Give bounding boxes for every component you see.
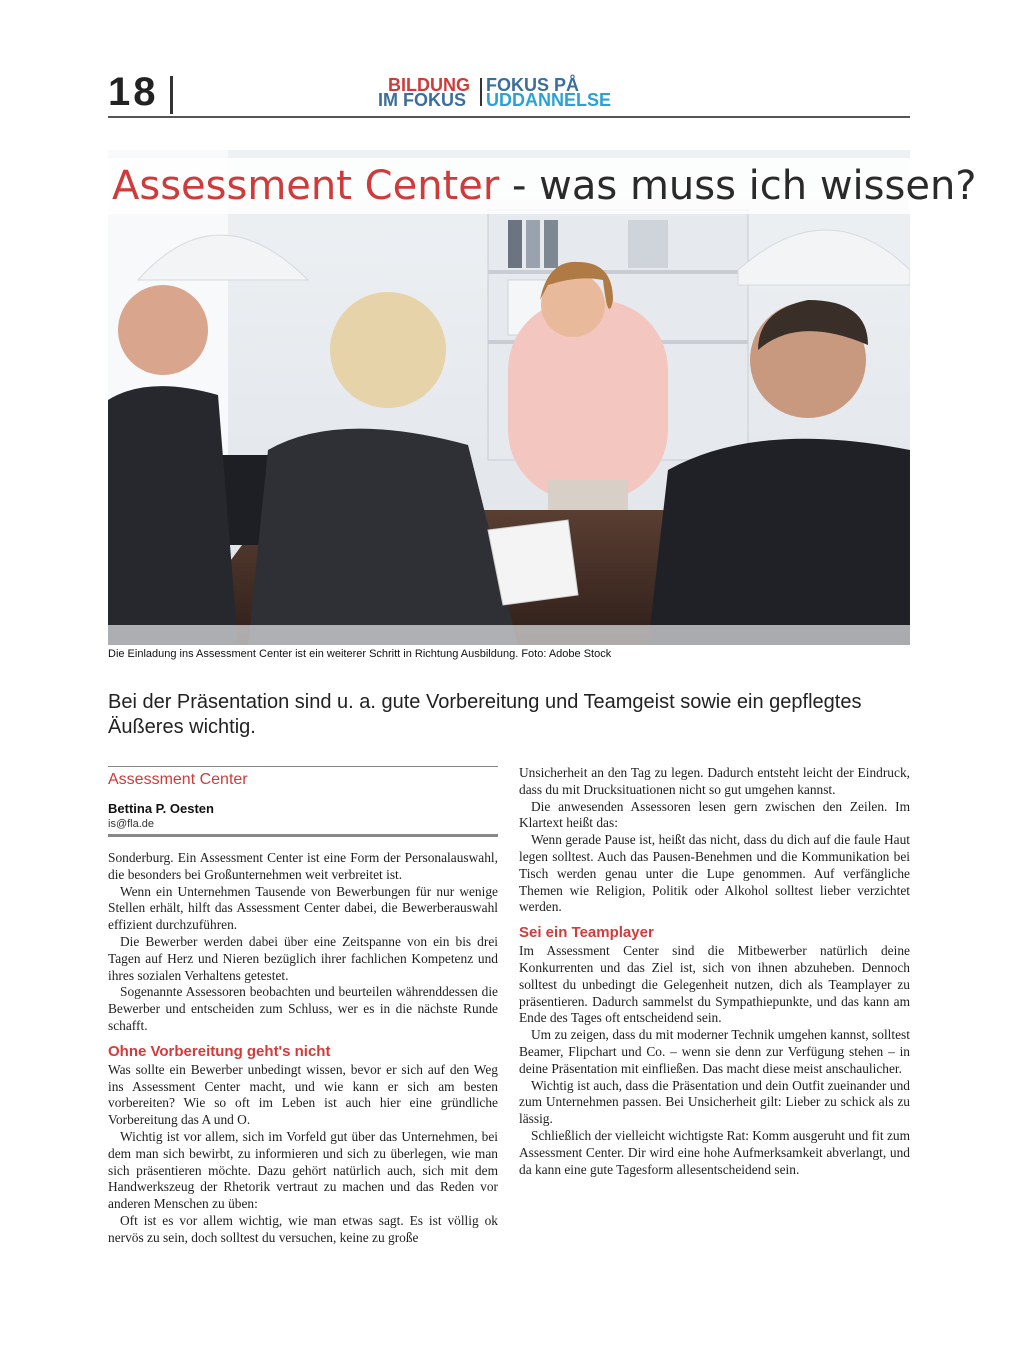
headline-banner bbox=[108, 158, 977, 214]
headline-red-part: Assessment Center bbox=[112, 163, 500, 209]
subheading: Ohne Vorbereitung geht's nicht bbox=[108, 1042, 331, 1060]
teaser: Bei der Präsentation sind u. a. gute Vorbereitung und Teamgeist sowie ein gepflegtes Äußeres wichtig. bbox=[108, 691, 862, 738]
article-kicker: Assessment Center bbox=[108, 771, 248, 788]
photo-caption: Die Einladung ins Assessment Center ist ein weiterer Schritt in Richtung Ausbildung. Foto: Adobe Stock bbox=[108, 648, 612, 660]
paragraph: Wichtig ist vor allem, sich im Vorfeld gut über das Unternehmen, bei dem man sich bewirbt, zu informieren und sich zu überlegen, wie man sich präsentieren möchte. Dazu gehört natürlich auch, sich mit dem Handwerkszeug der Rhetorik vertraut zu machen und das Reden vor anderen Menschen zu üben: bbox=[108, 1128, 498, 1212]
logo-line2-danish: UDDANNELSE bbox=[486, 90, 612, 110]
article-column-right bbox=[519, 765, 910, 1178]
logo-line2-german: IM FOKUS bbox=[378, 90, 466, 110]
hero-photo bbox=[108, 150, 910, 645]
paragraph: Oft ist es vor allem wichtig, wie man etwas sagt. Es ist völlig ok nervös zu sein, doch solltest du versuchen, keine zu große bbox=[108, 1212, 498, 1245]
paragraph: Unsicherheit an den Tag zu legen. Dadurch entsteht leicht der Eindruck, dass du mit Drucksituationen nicht so gut umgehen kannst. bbox=[519, 765, 910, 797]
section-logo bbox=[378, 76, 668, 110]
author-name: Bettina P. Oesten bbox=[108, 801, 214, 816]
logo-separator bbox=[480, 78, 482, 106]
article-column-left bbox=[108, 850, 498, 1247]
paragraph: Im Assessment Center sind die Mitbewerber natürlich deine Konkurrenten und das Ziel ist, sich von ihnen abzuheben. Dennoch solltest du unbedingt die Gelegenheit nutzen, dich als Teamplayer zu präsentieren. Dadurch sammelst du Sympathiepunkte, und das kann am Ende des Tages oft entscheidend sein. bbox=[519, 943, 910, 1026]
paragraph: Schließlich der vielleicht wichtigste Rat: Komm ausgeruht und fit zum Assessment Center. Dir wird eine hohe Aufmerksamkeit abverlangt, und da kann eine gute Tagesform allesentscheidend sein. bbox=[519, 1127, 910, 1177]
headline bbox=[108, 158, 977, 214]
header-rule bbox=[108, 116, 910, 118]
headline-dark-part: - was muss ich wissen? bbox=[499, 163, 977, 209]
paragraph: Wenn gerade Pause ist, heißt das nicht, dass du dich auf die faule Haut legen solltest. Auch das Pausen-Benehmen und die Kommunikation bei Tisch werden genau unter die Lupe genommen. Auf verfängliche Themen wie Religion, Politik oder Alkohol solltest lieber verzichtet werden. bbox=[519, 832, 910, 915]
paragraph: Sogenannte Assessoren beobachten und beurteilen währenddessen die Bewerber und entscheiden zum Schluss, wer es in die nächste Runde schafft. bbox=[108, 984, 498, 1033]
paragraph: Wichtig ist auch, dass die Präsentation und dein Outfit zueinander und zum Unternehmen passen. Bei Unsicherheit gilt: Lieber zu schick als zu lässig. bbox=[519, 1077, 910, 1127]
page-number: 18 bbox=[108, 70, 159, 114]
logo-line1-danish: FOKUS PÅ bbox=[486, 75, 580, 95]
author-email: is@fla.de bbox=[108, 818, 155, 830]
page-number-divider bbox=[170, 76, 173, 114]
logo-line1-german: BILDUNG bbox=[388, 75, 470, 95]
paragraph: Die anwesenden Assessoren lesen gern zwischen den Zeilen. Im Klartext heißt das: bbox=[519, 798, 910, 831]
paragraph: Was sollte ein Bewerber unbedingt wissen, bevor er sich auf den Weg ins Assessment Center macht, und wie kann er sich am besten vorbereiten? Wie so oft im Leben ist auch hier eine gründliche Vorbereitung das A und O. bbox=[108, 1061, 498, 1128]
byline-rule-top bbox=[108, 766, 498, 767]
byline-rule-bottom bbox=[108, 834, 498, 837]
subheading: Sei ein Teamplayer bbox=[519, 924, 654, 942]
paragraph: Wenn ein Unternehmen Tausende von Bewerbungen für nur wenige Stellen erhält, hilft das Assessment Center dabei, die Bewerberauswahl effizient durchzuführen. bbox=[108, 883, 498, 933]
paragraph: Die Bewerber werden dabei über eine Zeitspanne von ein bis drei Tagen auf Herz und Nieren bezüglich ihrer fachlichen Kompetenz und ihres sozialen Verhaltens getestet. bbox=[108, 933, 498, 983]
paragraph: Sonderburg. Ein Assessment Center ist eine Form der Personalauswahl, die besonders bei Großunternehmen weit verbreitet ist. bbox=[108, 850, 498, 882]
paragraph: Um zu zeigen, dass du mit moderner Technik umgehen kannst, solltest Beamer, Flipchart und Co. – wenn sie denn zur Verfügung stehen – in deine Präsentation mit einfließen. Das macht diese meist anschaulicher. bbox=[519, 1027, 910, 1076]
